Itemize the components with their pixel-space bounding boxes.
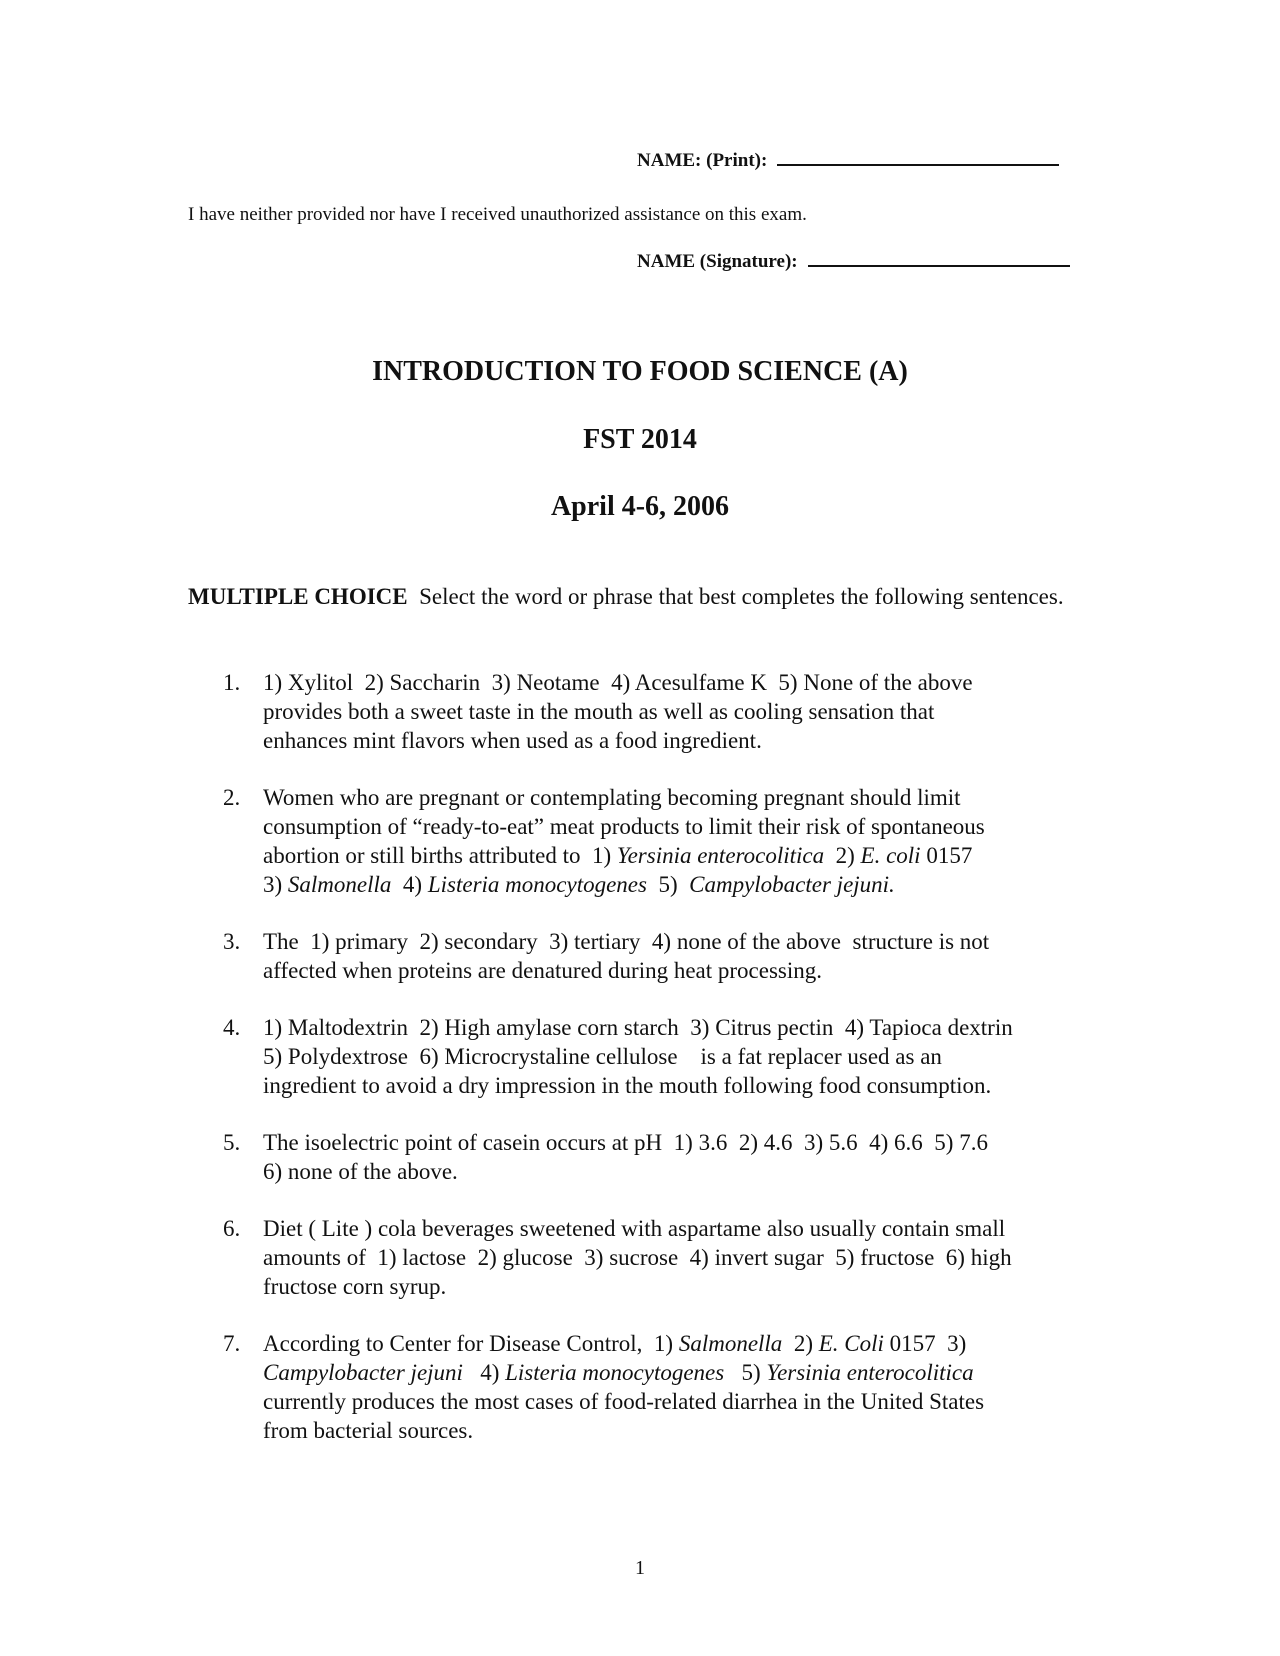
question-text: 5) Polydextrose 6) Microcrystaline cellulose is a fat replacer used as an [263,1044,942,1069]
question-text: 0157 [920,843,973,868]
question-italic-term: Yersinia enterocolitica [616,843,825,868]
question-text: 6) none of the above. [263,1159,458,1184]
question-line [263,812,1088,841]
question-text: 1) Maltodextrin 2) High amylase corn starch 3) Citrus pectin 4) Tapioca dextrin [263,1015,1013,1040]
question-item [188,668,1088,755]
question-list [188,668,1088,1473]
section-instructions [188,582,1088,611]
question-line [263,1243,1088,1272]
question-italic-term: Salmonella [287,872,392,897]
question-line [263,1416,1088,1445]
question-line [263,1387,1088,1416]
question-italic-term: E. Coli [818,1331,884,1356]
question-text: The isoelectric point of casein occurs at pH 1) 3.6 2) 4.6 3) 5.6 4) 6.6 5) 7.6 [263,1130,988,1155]
question-text: ingredient to avoid a dry impression in the mouth following food consumption. [263,1073,992,1098]
question-text: According to Center for Disease Control, 1) [263,1331,679,1356]
question-text: 0157 3) [883,1331,967,1356]
question-text: consumption of “ready-to-eat” meat products to limit their risk of spontaneous [263,814,985,839]
question-line [263,841,1088,870]
question-line [263,1329,1088,1358]
instructions-text: Select the word or phrase that best completes the following sentences. [419,584,1064,609]
question-text: affected when proteins are denatured during heat processing. [263,958,823,983]
question-line [263,1128,1088,1157]
course-title: INTRODUCTION TO FOOD SCIENCE (A) [372,356,908,387]
question-item [188,1329,1088,1445]
question-text: 5) [724,1360,767,1385]
question-line [263,1157,1088,1186]
question-text: The 1) primary 2) secondary 3) tertiary 4) none of the above structure is not [263,929,990,954]
question-italic-term: E. coli [860,843,921,868]
question-number: 1. [223,670,241,695]
question-item [188,1013,1088,1100]
question-line [263,956,1088,985]
question-italic-term: Campylobacter jejuni [263,1360,463,1385]
question-text: 4) [391,872,428,897]
question-line [263,1358,1088,1387]
question-text: currently produces the most cases of food-related diarrhea in the United States [263,1389,985,1414]
question-item [188,1128,1088,1186]
name-signature-blank [808,263,1070,267]
question-line [263,870,1088,899]
question-line [263,697,1088,726]
question-number: 5. [223,1130,241,1155]
question-item [188,1214,1088,1301]
name-print-line [637,150,1059,172]
name-signature-label: NAME (Signature): [637,251,798,272]
question-line [263,783,1088,812]
question-number: 4. [223,1015,241,1040]
name-signature-line [637,251,1070,273]
question-line [263,1272,1088,1301]
question-italic-term: Listeria monocytogenes [427,872,647,897]
question-text: Women who are pregnant or contemplating becoming pregnant should limit [263,785,961,810]
question-text: 5) [646,872,690,897]
question-italic-term: Listeria monocytogenes [505,1360,725,1385]
question-line [263,726,1088,755]
question-number: 7. [223,1331,241,1356]
question-line [263,1013,1088,1042]
question-number: 6. [223,1216,241,1241]
name-print-label: NAME: (Print): [637,150,768,171]
question-italic-term: Campylobacter jejuni. [689,872,895,897]
question-italic-term: Salmonella [678,1331,783,1356]
question-text: fructose corn syrup. [263,1274,447,1299]
question-text: 2) [782,1331,819,1356]
question-text: 1) Xylitol 2) Saccharin 3) Neotame 4) Acesulfame K 5) None of the above [263,670,973,695]
question-text: amounts of 1) lactose 2) glucose 3) sucrose 4) invert sugar 5) fructose 6) high [263,1245,1012,1270]
name-print-blank [777,162,1059,166]
question-italic-term: Yersinia enterocolitica [766,1360,974,1385]
question-line [263,1042,1088,1071]
question-number: 3. [223,929,241,954]
question-text: Diet ( Lite ) cola beverages sweetened with aspartame also usually contain small [263,1216,1006,1241]
question-line [263,668,1088,697]
question-text: enhances mint flavors when used as a food ingredient. [263,728,762,753]
question-text: from bacterial sources. [263,1418,474,1443]
question-text: abortion or still births attributed to 1) [263,843,617,868]
exam-date: April 4-6, 2006 [550,491,730,522]
section-heading: MULTIPLE CHOICE [188,584,408,609]
question-line [263,1071,1088,1100]
question-number: 2. [223,785,241,810]
question-item [188,783,1088,899]
question-line [263,927,1088,956]
honor-statement: I have neither provided nor have I received unauthorized assistance on this exam. [188,204,807,225]
question-text: 4) [462,1360,506,1385]
question-text: provides both a sweet taste in the mouth as well as cooling sensation that [263,699,935,724]
page-number: 1 [635,1557,645,1579]
question-line [263,1214,1088,1243]
question-text: 3) [263,872,288,897]
course-code: FST 2014 [583,424,697,455]
question-text: 2) [824,843,861,868]
question-item [188,927,1088,985]
